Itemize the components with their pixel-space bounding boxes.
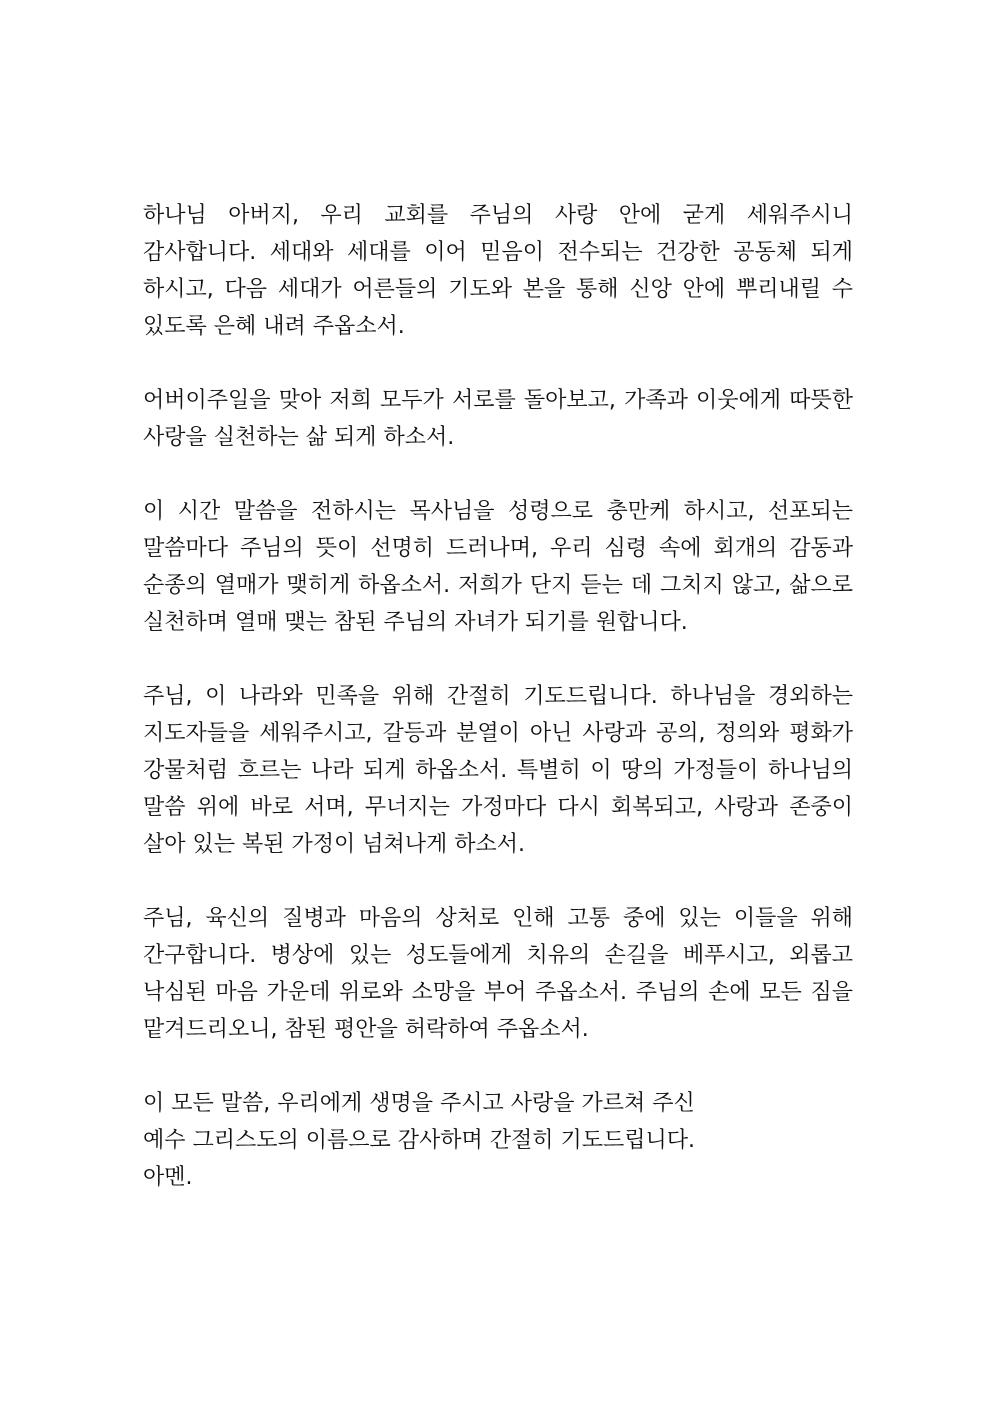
closing-line-2: 예수 그리스도의 이름으로 감사하며 간절히 기도드립니다.	[143, 1128, 696, 1153]
prayer-text	[143, 197, 853, 1196]
closing-line-1: 이 모든 말씀, 우리에게 생명을 주시고 사랑을 가르쳐 주신	[143, 1091, 695, 1116]
closing-prayer	[143, 1085, 853, 1196]
paragraph-healing: 주님, 육신의 질병과 마음의 상처로 인해 고통 중에 있는 이들을 위해 간구합니다. 병상에 있는 성도들에게 치유의 손길을 베푸시고, 외롭고 낙심된 마음 가운데 위로와 소망을 부어 주옵소서. 주님의 손에 모든 짐을 맡겨드리오니, 참된 평안을 허락하여 주옵소서.	[143, 906, 853, 1042]
paragraph-church-gratitude: 하나님 아버지, 우리 교회를 주님의 사랑 안에 굳게 세워주시니 감사합니다. 세대와 세대를 이어 믿음이 전수되는 건강한 공동체 되게 하시고, 다음 세대가 어른들의 기도와 본을 통해 신앙 안에 뿌리내릴 수 있도록 은혜 내려 주옵소서.	[143, 203, 853, 339]
closing-amen: 아멘.	[143, 1165, 193, 1190]
paragraph-sermon: 이 시간 말씀을 전하시는 목사님을 성령으로 충만케 하시고, 선포되는 말씀마다 주님의 뜻이 선명히 드러나며, 우리 심령 속에 회개의 감동과 순종의 열매가 맺히게 하옵소서. 저희가 단지 듣는 데 그치지 않고, 삶으로 실천하며 열매 맺는 참된 주님의 자녀가 되기를 원합니다.	[143, 499, 853, 635]
paragraph-nation-families: 주님, 이 나라와 민족을 위해 간절히 기도드립니다. 하나님을 경외하는 지도자들을 세워주시고, 갈등과 분열이 아닌 사랑과 공의, 정의와 평화가 강물처럼 흐르는 나라 되게 하옵소서. 특별히 이 땅의 가정들이 하나님의 말씀 위에 바로 서며, 무너지는 가정마다 다시 회복되고, 사랑과 존중이 살아 있는 복된 가정이 넘쳐나게 하소서.	[143, 684, 853, 857]
paragraph-parents-sunday: 어버이주일을 맞아 저희 모두가 서로를 돌아보고, 가족과 이웃에게 따뜻한 사랑을 실천하는 삶 되게 하소서.	[143, 388, 853, 450]
